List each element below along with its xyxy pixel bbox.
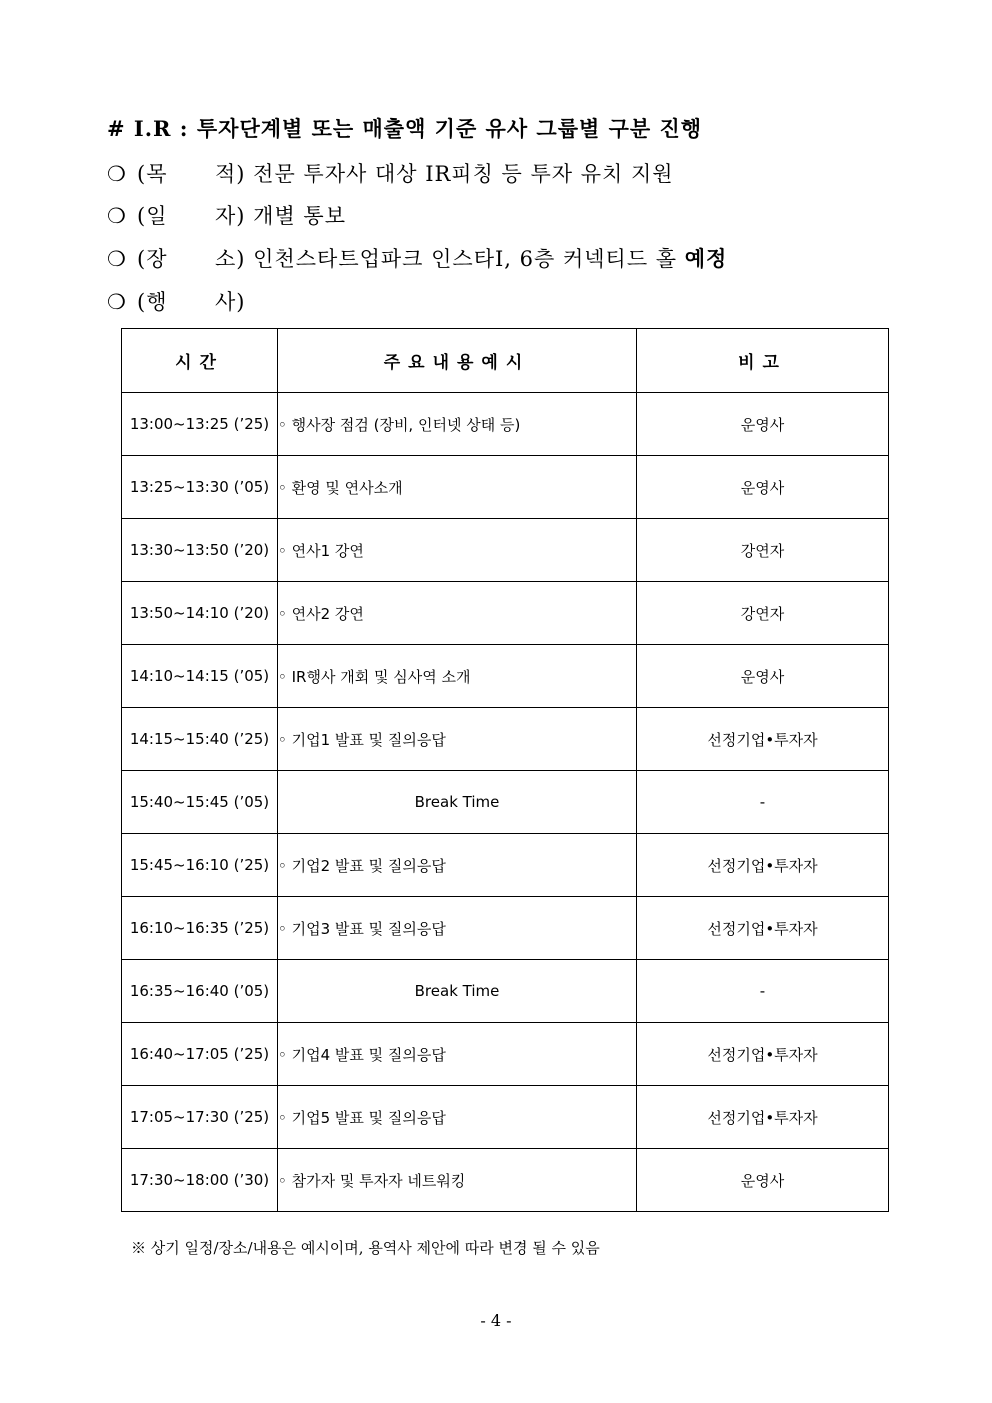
bullet-purpose	[107, 158, 927, 188]
table-row	[122, 1149, 889, 1212]
cell-content: ◦ 참가자 및 투자자 네트워킹	[278, 1149, 637, 1212]
bullet-label-b: 적)	[215, 162, 246, 186]
cell-content: ◦ 기업4 발표 및 질의응답	[278, 1023, 637, 1086]
footnote: ※ 상기 일정/장소/내용은 예시이며, 용역사 제안에 따라 변경 될 수 있음	[131, 1239, 600, 1257]
cell-time: 15:45~16:10 (’25)	[122, 834, 278, 897]
bullet-label-a: (일	[137, 204, 168, 228]
table-row	[122, 708, 889, 771]
bullet-event	[107, 286, 927, 316]
cell-content: ◦ 연사2 강연	[278, 582, 637, 645]
table-row	[122, 456, 889, 519]
bullet-label-b: 소)	[215, 247, 246, 271]
bullet-label-b: 자)	[215, 204, 246, 228]
cell-content: ◦ IR행사 개회 및 심사역 소개	[278, 645, 637, 708]
cell-note: -	[637, 771, 889, 834]
table-row	[122, 519, 889, 582]
cell-time: 14:15~15:40 (’25)	[122, 708, 278, 771]
cell-time: 17:30~18:00 (’30)	[122, 1149, 278, 1212]
cell-content: Break Time	[278, 771, 637, 834]
cell-time: 13:25~13:30 (’05)	[122, 456, 278, 519]
table-row	[122, 834, 889, 897]
bullet-date	[107, 200, 927, 230]
header-time: 시간	[122, 329, 278, 393]
cell-content: ◦ 연사1 강연	[278, 519, 637, 582]
cell-note: 선정기업•투자자	[637, 708, 889, 771]
cell-note: 선정기업•투자자	[637, 834, 889, 897]
schedule-table	[121, 328, 889, 1212]
cell-content: ◦ 기업2 발표 및 질의응답	[278, 834, 637, 897]
cell-time: 13:00~13:25 (’25)	[122, 393, 278, 456]
table-row	[122, 771, 889, 834]
table-row	[122, 582, 889, 645]
circle-bullet-icon: ❍	[107, 162, 127, 186]
cell-time: 13:30~13:50 (’20)	[122, 519, 278, 582]
cell-note: 운영사	[637, 645, 889, 708]
cell-content: ◦ 기업5 발표 및 질의응답	[278, 1086, 637, 1149]
circle-bullet-icon: ❍	[107, 247, 127, 271]
cell-note: 운영사	[637, 1149, 889, 1212]
cell-content: ◦ 환영 및 연사소개	[278, 456, 637, 519]
cell-time: 16:10~16:35 (’25)	[122, 897, 278, 960]
cell-time: 15:40~15:45 (’05)	[122, 771, 278, 834]
bullet-text: 전문 투자사 대상 IR피칭 등 투자 유치 지원	[253, 162, 674, 186]
cell-note: 운영사	[637, 393, 889, 456]
bullet-text: 인천스타트업파크 인스타I, 6층 커넥티드 홀	[253, 247, 685, 271]
cell-note: 강연자	[637, 519, 889, 582]
cell-time: 16:35~16:40 (’05)	[122, 960, 278, 1023]
table-row	[122, 897, 889, 960]
cell-content: ◦ 행사장 점검 (장비, 인터넷 상태 등)	[278, 393, 637, 456]
cell-content: Break Time	[278, 960, 637, 1023]
header-content: 주요내용예시	[278, 329, 637, 393]
cell-note: 선정기업•투자자	[637, 1023, 889, 1086]
table-row	[122, 645, 889, 708]
cell-content: ◦ 기업3 발표 및 질의응답	[278, 897, 637, 960]
bullet-bold-text: 예정	[684, 246, 728, 271]
bullet-label-a: (행	[137, 290, 168, 314]
table-row	[122, 1023, 889, 1086]
bullet-label-a: (장	[137, 247, 168, 271]
circle-bullet-icon: ❍	[107, 290, 127, 314]
cell-time: 14:10~14:15 (’05)	[122, 645, 278, 708]
table-header-row	[122, 329, 889, 393]
circle-bullet-icon: ❍	[107, 204, 127, 228]
cell-note: 강연자	[637, 582, 889, 645]
bullet-label-a: (목	[137, 162, 168, 186]
table-row	[122, 393, 889, 456]
bullet-place	[107, 243, 927, 273]
cell-content: ◦ 기업1 발표 및 질의응답	[278, 708, 637, 771]
header-note: 비고	[637, 329, 889, 393]
section-heading: # I.R : 투자단계별 또는 매출액 기준 유사 그룹별 구분 진행	[107, 116, 703, 141]
table-row	[122, 1086, 889, 1149]
cell-time: 17:05~17:30 (’25)	[122, 1086, 278, 1149]
cell-note: -	[637, 960, 889, 1023]
cell-time: 13:50~14:10 (’20)	[122, 582, 278, 645]
table-row	[122, 960, 889, 1023]
page-number: - 4 -	[480, 1311, 512, 1330]
cell-note: 선정기업•투자자	[637, 1086, 889, 1149]
bullet-text: 개별 통보	[253, 204, 346, 228]
bullet-label-b: 사)	[215, 290, 246, 314]
cell-time: 16:40~17:05 (’25)	[122, 1023, 278, 1086]
cell-note: 운영사	[637, 456, 889, 519]
cell-note: 선정기업•투자자	[637, 897, 889, 960]
